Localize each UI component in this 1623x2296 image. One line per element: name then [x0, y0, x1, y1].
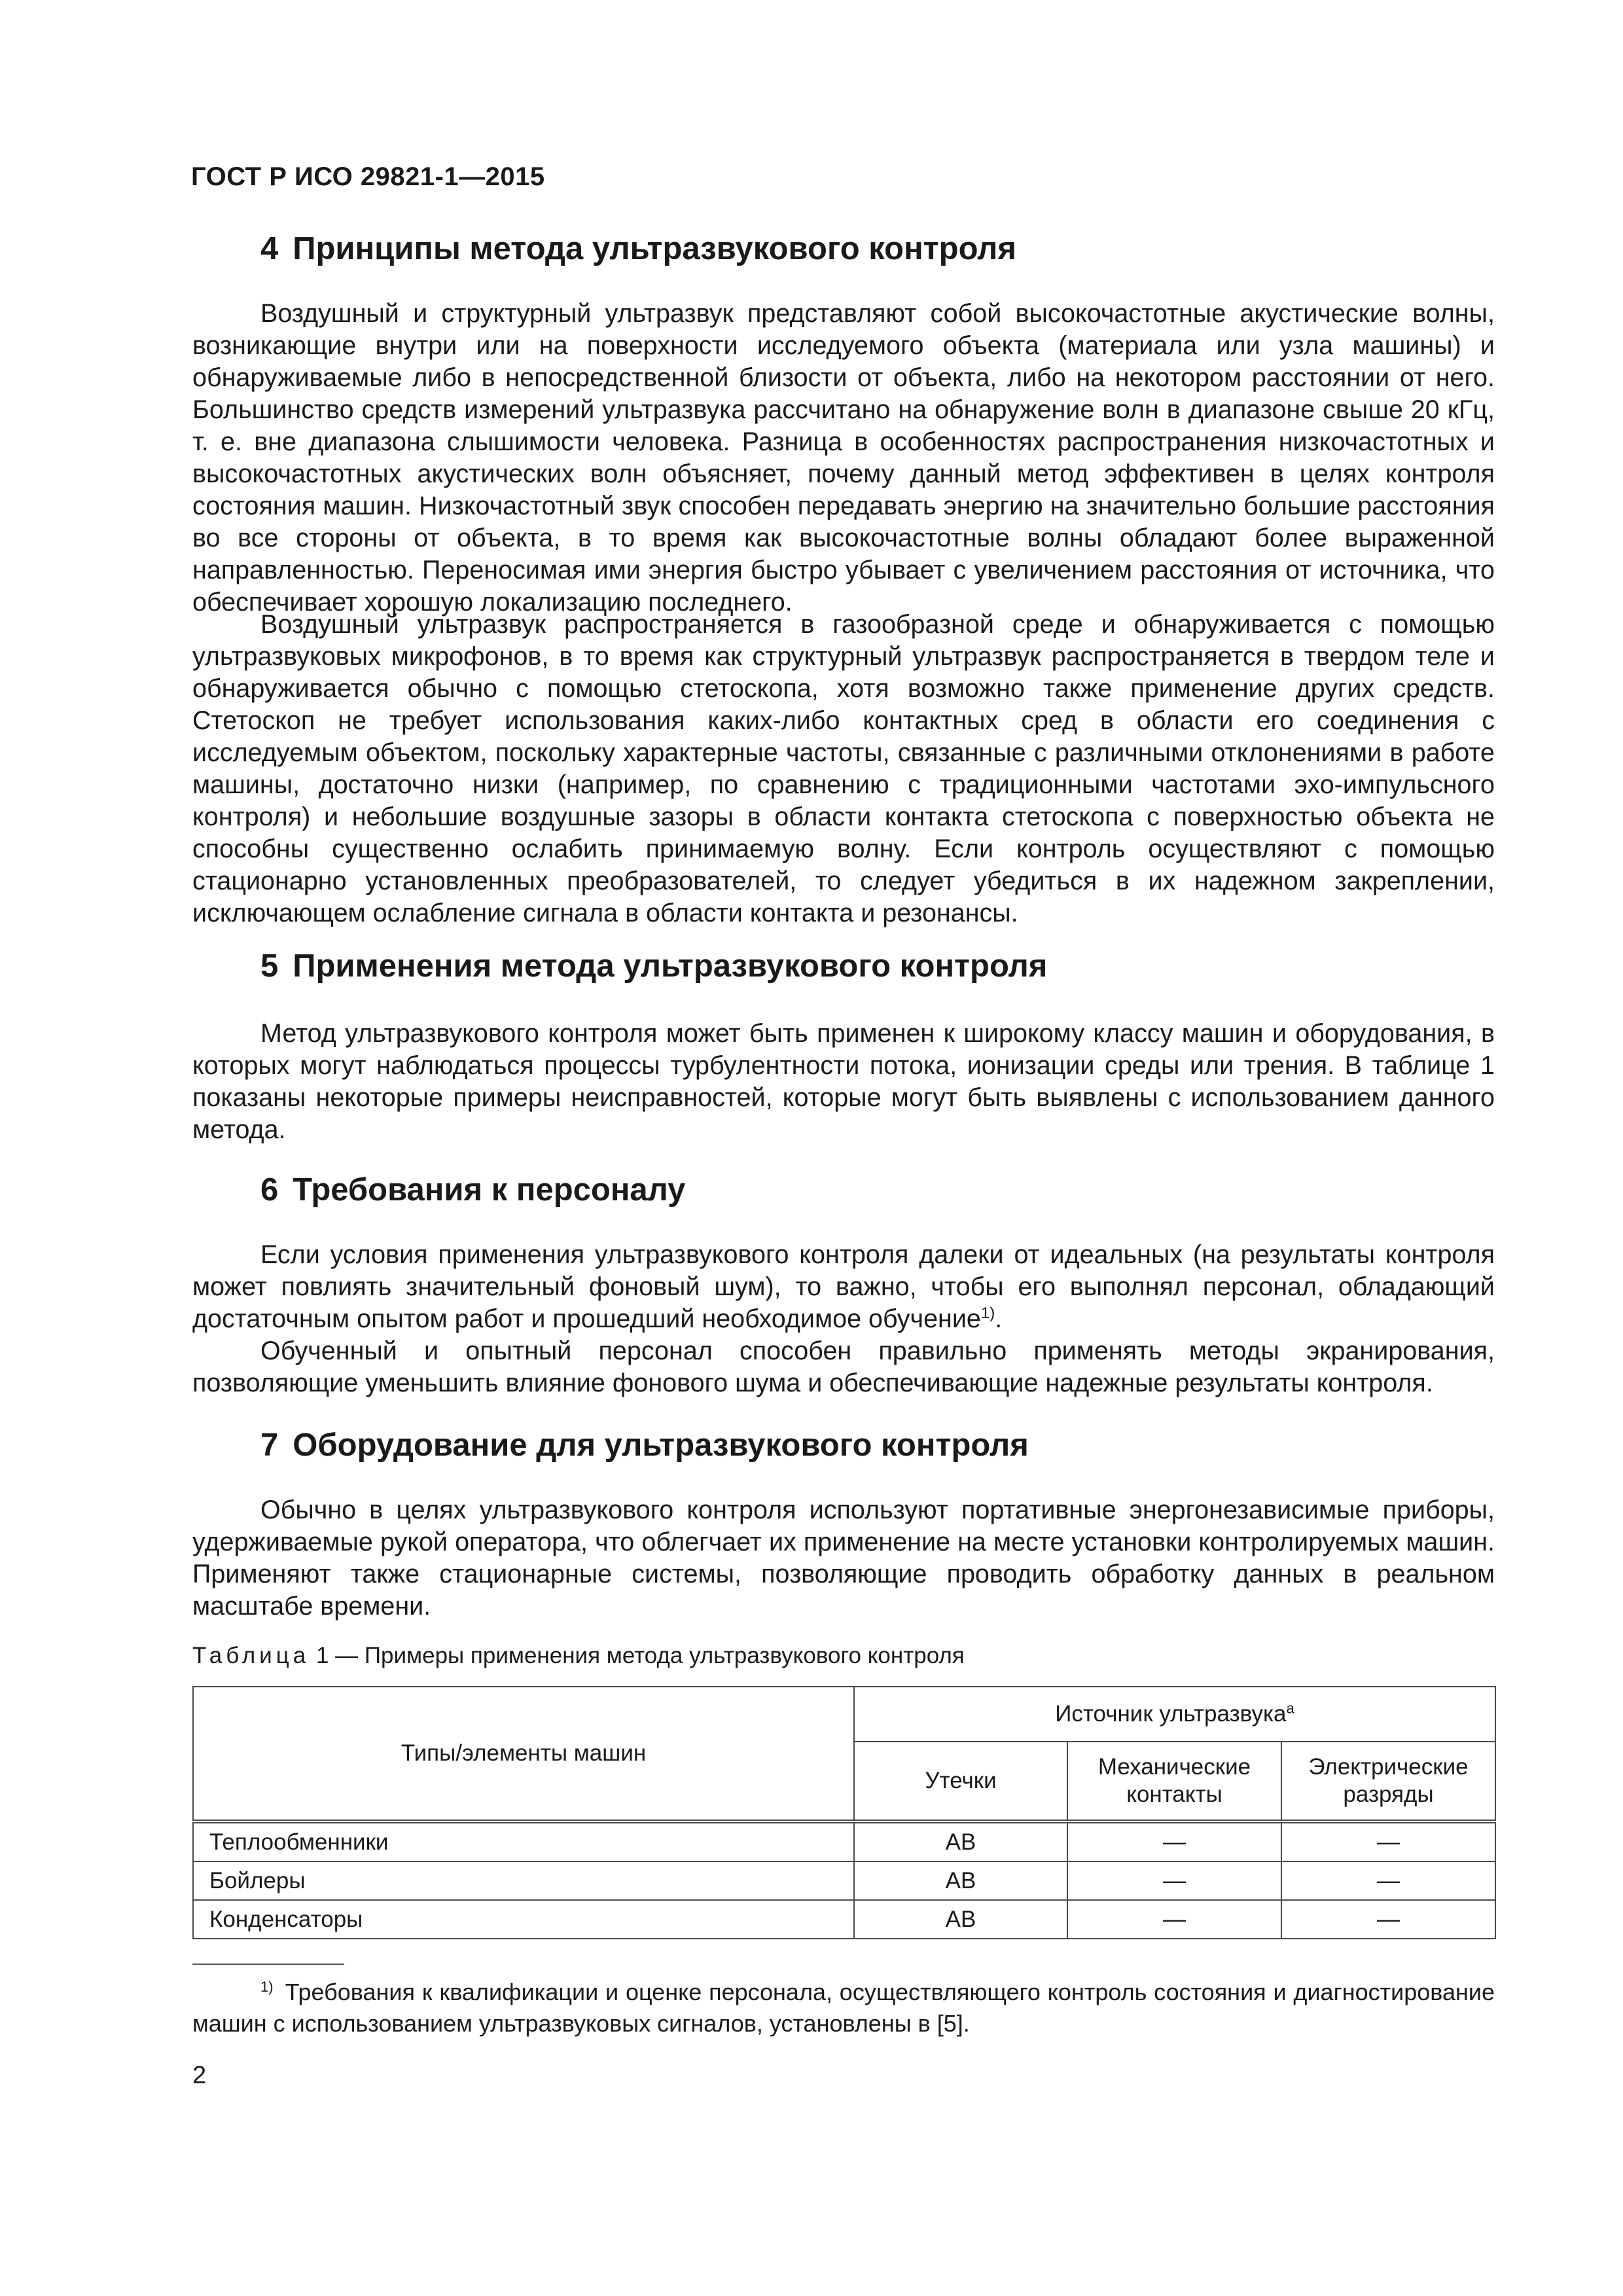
examples-table [192, 1686, 1496, 1939]
paragraph: Метод ультразвукового контроля может быть применен к широкому классу машин и оборудования, в которых могут наблюдаться процессы турбулентности потока, ионизации среды или трения. В таблице 1 показаны некоторые примеры неисправностей, которые могут быть выявлены с использованием данного метода. [192, 1019, 1495, 1144]
paragraph: Воздушный и структурный ультразвук представляют собой высокочастотные акустические волны, возникающие внутри или на поверхности исследуемого объекта (материала или узла машины) и обнаруживаемые либо в непосредственной близости от объекта, либо на некотором расстоянии от него. Большинство средств измерений ультразвука рассчитано на обнаружение волн в диапазоне свыше 20 кГц, т. е. вне диапазона слышимости человека. Разница в особенностях распространения низкочастотных и высокочастотных акустических волн объясняет, почему данный метод эффективен в целях контроля состояния машин. Низкочастотный звук способен передавать энергию на значительно большие расстояния во все стороны от объекта, в то время как высокочастотные волны обладают более выраженной направленностью. Переносимая ими энергия быстро убывает с увеличением расстояния от источника, что обеспечивает хорошую локализацию последнего. [192, 299, 1495, 617]
column-header-source-label: Источник ультразвука [1055, 1701, 1287, 1727]
column-header-machine-types: Типы/элементы машин [193, 1687, 854, 1821]
document-header: ГОСТ Р ИСО 29821-1—2015 [191, 162, 545, 191]
table-row [193, 1861, 1495, 1900]
column-header-electrical: Электрические разряды [1281, 1742, 1495, 1821]
column-header-source [854, 1687, 1495, 1742]
section-4-heading [260, 230, 1016, 267]
paragraph: Обученный и опытный персонал способен правильно применять методы экранирования, позволяющие уменьшить влияние фонового шума и обеспечивающие надежные результаты контроля. [192, 1336, 1495, 1397]
paragraph [192, 1239, 1495, 1335]
table-cell: — [1067, 1821, 1281, 1861]
table-row [193, 1900, 1495, 1939]
paragraph-end: . [995, 1304, 1003, 1333]
table-cell-machine: Бойлеры [193, 1861, 854, 1900]
table-row [193, 1821, 1495, 1861]
footnote-divider [192, 1964, 344, 1965]
section-title: Принципы метода ультразвукового контроля [293, 231, 1017, 266]
section-number: 4 [260, 231, 279, 266]
table-caption [192, 1643, 965, 1669]
table-cell: АВ [854, 1900, 1067, 1939]
section-number: 5 [260, 948, 279, 984]
section-number: 7 [260, 1427, 279, 1463]
table-cell: — [1281, 1861, 1495, 1900]
table-note-marker: a [1286, 1700, 1294, 1717]
table-cell: АВ [854, 1861, 1067, 1900]
paragraph: Воздушный ультразвук распространяется в газообразной среде и обнаруживается с помощью ультразвуковых микрофонов, в то время как структурный ультразвук распространяется в твердом теле и обнаруживается обычно с помощью стетоскопа, хотя возможно также применение других средств. Стетоскоп не требует использования каких-либо контактных сред в области его соединения с исследуемым объектом, поскольку характерные частоты, связанные с различными отклонениями в работе машины, достаточно низки (например, по сравнению с традиционными частотами эхо-импульсного контроля) и небольшие воздушные зазоры в области контакта стетоскопа с поверхностью объекта не способны существенно ослабить принимаемую волну. Если контроль осуществляют с помощью стационарно установленных преобразователей, то следует убедиться в их надежном закреплении, исключающем ослабление сигнала в области контакта и резонансы. [192, 610, 1495, 927]
footnote [192, 1977, 1495, 2039]
page-number: 2 [192, 2062, 207, 2089]
table-cell: — [1067, 1900, 1281, 1939]
footnote-reference[interactable]: 1) [980, 1304, 995, 1322]
section-7-heading [260, 1427, 1029, 1463]
table-cell-machine: Конденсаторы [193, 1900, 854, 1939]
paragraph-text: Если условия применения ультразвукового контроля далеки от идеальных (на результаты контроля может повлиять значительный фоновый шум), то важно, чтобы его выполнял персонал, обладающий достаточным опытом работ и прошедший необходимое обучение [192, 1240, 1495, 1333]
section-title: Применения метода ультразвукового контроля [293, 948, 1048, 984]
table-caption-label: Таблица [192, 1643, 310, 1668]
table-cell: — [1281, 1821, 1495, 1861]
section-5-heading [260, 948, 1047, 984]
paragraph: Обычно в целях ультразвукового контроля используют портативные энергонезависимые приборы, удерживаемые рукой оператора, что облегчает их применение на месте установки контролируемых машин. Применяют также стационарные системы, позволяющие проводить обработку данных в реальном масштабе времени. [192, 1496, 1495, 1621]
column-header-mechanical: Механические контакты [1067, 1742, 1281, 1821]
table-cell: — [1067, 1861, 1281, 1900]
footnote-marker: 1) [260, 1979, 274, 1995]
table-cell: — [1281, 1900, 1495, 1939]
column-header-leaks: Утечки [854, 1742, 1067, 1821]
table-cell-machine: Теплообменники [193, 1821, 854, 1861]
section-title: Требования к персоналу [293, 1172, 686, 1208]
section-title: Оборудование для ультразвукового контроля [293, 1427, 1029, 1463]
section-6-heading [260, 1172, 685, 1208]
table-caption-text: 1 — Примеры применения метода ультразвукового контроля [310, 1643, 965, 1668]
section-number: 6 [260, 1172, 279, 1208]
table-cell: АВ [854, 1821, 1067, 1861]
footnote-text: Требования к квалификации и оценке персонала, осуществляющего контроль состояния и диагностирование машин с использованием ультразвуковых сигналов, установлены в [5]. [192, 1979, 1495, 2037]
